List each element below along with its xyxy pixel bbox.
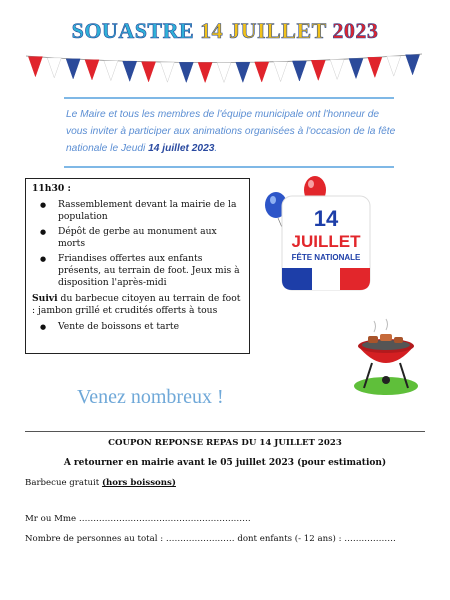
program-item: ● Vente de boissons et tarte — [58, 321, 243, 333]
bunting-flag — [104, 61, 118, 81]
intro-top-rule — [64, 97, 394, 99]
title-part-1: SOUASTRE — [71, 18, 195, 43]
bunting-flag — [368, 57, 382, 77]
bunting-flag — [217, 63, 231, 83]
intro-end: . — [214, 143, 218, 154]
bunting-flag — [236, 62, 250, 82]
program-time: 11h30 : — [32, 183, 71, 194]
coupon-separator — [25, 431, 425, 432]
bunting-flag — [47, 58, 61, 78]
fete-nationale-badge — [262, 172, 377, 292]
barbecue-icon — [352, 318, 422, 396]
program-box — [25, 178, 250, 354]
suivi-bold: Suivi — [32, 293, 58, 304]
bunting-flag — [255, 62, 269, 82]
bunting-flag — [406, 55, 420, 75]
intro-bottom-rule — [64, 166, 394, 168]
page-title — [0, 18, 450, 44]
title-part-2: 14 JUILLET — [194, 18, 327, 43]
bunting-flag — [142, 62, 156, 82]
bunting-flag — [198, 63, 212, 83]
program-item: ● Dépôt de gerbe au monument aux morts — [58, 226, 243, 250]
program-suivi — [32, 293, 243, 317]
badge-caption: FÊTE NATIONALE — [291, 253, 361, 262]
bunting-flag — [66, 59, 80, 79]
venez-nombreux-text: Venez nombreux ! — [77, 386, 224, 408]
bbq-note: (hors boissons) — [101, 478, 176, 488]
bunting-flag — [387, 56, 401, 76]
program-list — [32, 199, 243, 289]
title-part-3: 2023 — [326, 18, 379, 43]
bunting-flag — [179, 62, 193, 82]
intro-paragraph — [66, 106, 396, 157]
bunting-flag — [28, 57, 42, 77]
coupon-subtitle: A retourner en mairie avant le 05 juillet 2023 (pour estimation) — [63, 458, 387, 468]
badge-month: JUILLET — [291, 232, 361, 251]
bunting-garland — [24, 52, 424, 92]
bunting-flag — [123, 61, 137, 81]
bbq-label: Barbecue gratuit — [25, 478, 102, 488]
bunting-flag — [349, 59, 363, 79]
bunting-flag — [85, 60, 99, 80]
bunting-flag — [292, 61, 306, 81]
intro-date: 14 juillet 2023 — [148, 143, 215, 154]
program-item: ● Rassemblement devant la mairie de la population — [58, 199, 243, 223]
suivi-text: du barbecue citoyen au terrain de foot : jambon grillé et crudités offerts à tous — [32, 293, 241, 316]
bunting-flag — [274, 62, 288, 82]
program-list-2 — [32, 321, 243, 333]
intro-text: Le Maire et tous les membres de l'équipe municipale ont l'honneur de vous inviter à participer aux animations organisées à l'occasion de la fête nationale le Jeudi — [66, 109, 396, 154]
badge-number: 14 — [313, 206, 339, 231]
coupon-name-line[interactable]: Mr ou Mme …………………………………………………… — [25, 514, 251, 524]
bunting-flag — [160, 62, 174, 82]
coupon-count-line[interactable]: Nombre de personnes au total : …………………… dont enfants (- 12 ans) : ……………… — [25, 534, 396, 544]
program-item: ● Friandises offertes aux enfants présents, au terrain de foot. Jeux mis à disposition l'après-midi — [58, 253, 243, 289]
coupon-title: COUPON REPONSE REPAS DU 14 JUILLET 2023 — [108, 438, 342, 448]
bunting-flag — [311, 60, 325, 80]
bunting-flag — [330, 59, 344, 79]
coupon-bbq-line — [25, 478, 176, 488]
